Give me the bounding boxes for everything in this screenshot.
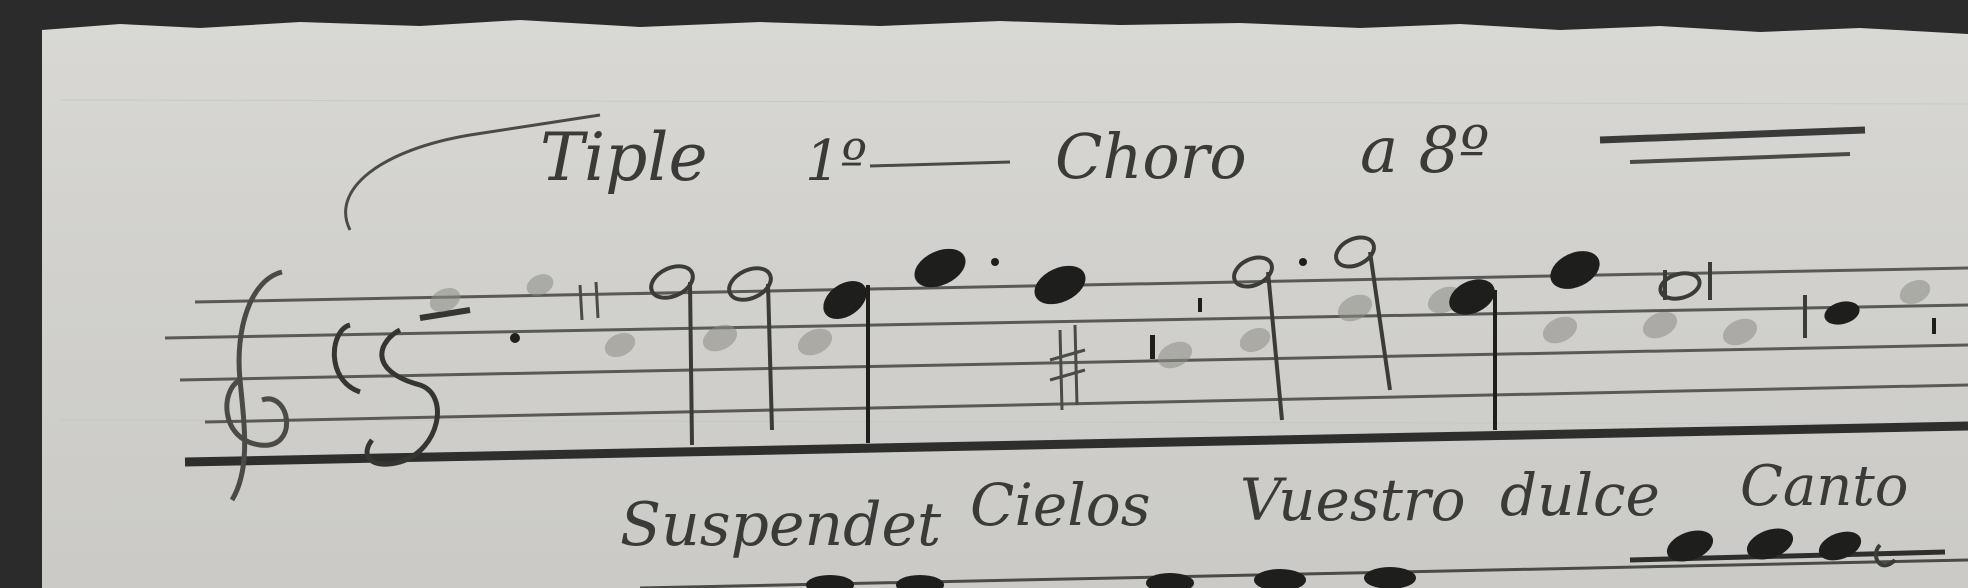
mark bbox=[1198, 298, 1202, 312]
note-stem bbox=[768, 284, 772, 430]
heading-double-rule-top bbox=[1600, 130, 1865, 140]
dot bbox=[1299, 258, 1307, 266]
lyric-word: Suspendet bbox=[620, 490, 942, 560]
mark bbox=[1150, 335, 1155, 359]
note-head-filled bbox=[1028, 258, 1091, 312]
treble-clef bbox=[227, 272, 287, 500]
lyric-word: dulce bbox=[1500, 461, 1660, 529]
note-head-filled bbox=[1544, 244, 1605, 297]
heading-choir: Choro bbox=[1055, 120, 1247, 193]
staff-line bbox=[185, 426, 1968, 462]
heading-voices: a 8º bbox=[1360, 114, 1490, 188]
note-head-filled bbox=[1822, 298, 1862, 329]
lyric-word: Cielos bbox=[970, 471, 1151, 539]
note-stem bbox=[1493, 290, 1497, 430]
time-signature bbox=[334, 325, 437, 464]
lyric-word: Vuestro bbox=[1240, 466, 1466, 534]
heading-part: Tiple bbox=[540, 119, 708, 196]
heading-double-rule-bottom bbox=[1630, 154, 1850, 162]
staff-line bbox=[180, 345, 1968, 380]
dot bbox=[991, 258, 999, 266]
torn-edge bbox=[42, 18, 1968, 34]
heading bbox=[346, 114, 1865, 230]
dot bbox=[510, 333, 520, 343]
sharp-sign bbox=[1050, 325, 1085, 410]
lyrics bbox=[620, 454, 1909, 560]
heading-dash bbox=[870, 162, 1010, 166]
note-stem bbox=[866, 285, 870, 443]
note-stem bbox=[1268, 272, 1282, 420]
accidental-mark bbox=[580, 282, 598, 320]
mark bbox=[1932, 318, 1936, 334]
heading-number: 1º bbox=[805, 129, 867, 194]
note-head-filled bbox=[816, 273, 874, 327]
note-stem bbox=[690, 282, 692, 445]
note-stem bbox=[1370, 252, 1390, 390]
lyric-word: Canto bbox=[1740, 454, 1909, 519]
staff-line bbox=[205, 385, 1968, 422]
